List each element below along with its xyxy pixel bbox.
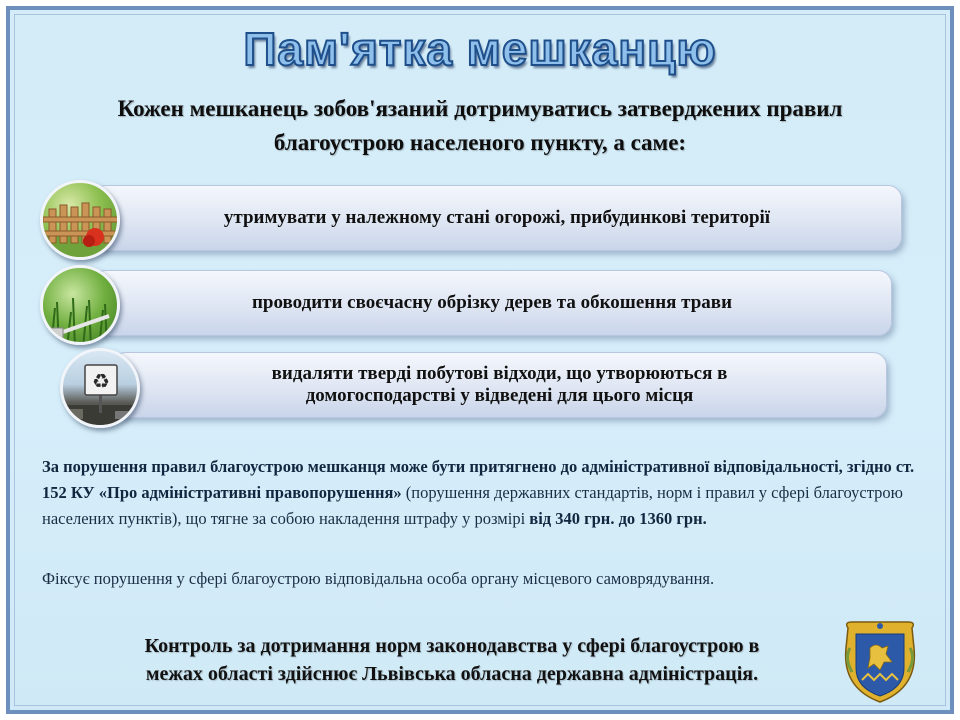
fence-icon (40, 180, 120, 260)
recycling-icon (60, 348, 140, 428)
footer-line-2: межах області здійснює Львівська обласна державна адміністрація. (145, 663, 759, 685)
penalty-paragraph (42, 454, 922, 532)
intro-text (30, 92, 930, 160)
rule-item-fences (92, 185, 902, 251)
penalty-bold-text: За порушення правил благоустрою мешканця може бути притягнено до адміністративної відповідальності, згідно ст. 152 КУ «Про адміністративні правопорушення» (42, 457, 915, 502)
rule-item-text-line-2: домогосподарстві у відведені для цього місця (305, 385, 694, 406)
svg-text:♻: ♻ (92, 369, 110, 393)
rule-item-text: проводити своєчасну обрізку дерев та обкошення трави (251, 292, 733, 313)
rule-item-waste (112, 352, 887, 418)
lviv-coat-of-arms-icon (840, 618, 920, 706)
fixation-paragraph: Фіксує порушення у сфері благоустрою відповідальна особа органу місцевого самоврядування. (42, 569, 715, 588)
footer-text (72, 632, 832, 688)
intro-line-1: Кожен мешканець зобов'язаний дотримуватись затверджених правил (117, 96, 843, 121)
rule-item-trees-grass (92, 270, 892, 336)
penalty-normal-text: (порушення державних стандартів, норм і правил у сфері благоустрою населених пунктів), що тягне за собою накладення штрафу у розмірі (42, 483, 903, 528)
rule-item-text-line-1: видаляти тверді побутові відходи, що утворюються в (271, 363, 728, 384)
rule-item-text: утримувати у належному стані огорожі, прибудинкові території (223, 207, 771, 228)
intro-line-2: благоустрою населеного пункту, а саме: (273, 130, 687, 155)
grass-icon (40, 265, 120, 345)
footer-line-1: Контроль за дотримання норм законодавства у сфері благоустрою в (144, 635, 760, 657)
page-title: Пам'ятка мешканцю (243, 23, 717, 75)
penalty-amount: від 340 грн. до 1360 грн. (529, 509, 707, 528)
